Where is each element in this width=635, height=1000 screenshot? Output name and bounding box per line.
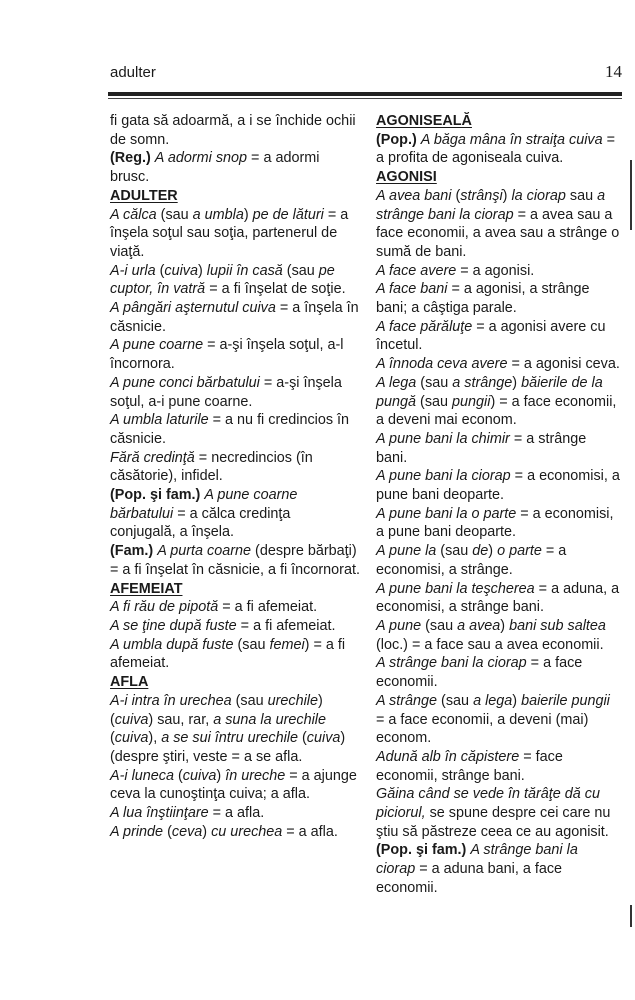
connector-text: (sau (436, 543, 473, 560)
connector-text: (sau (231, 692, 268, 709)
connector-text: ) (216, 767, 226, 784)
idiom-phrase: A adormi snop (154, 150, 248, 167)
idiom-phrase: a strânge (452, 374, 513, 391)
entry-paragraph (110, 617, 360, 636)
idiom-phrase: pe de lături (252, 206, 324, 223)
definition: = a face economii. (376, 655, 583, 691)
definition: ) = a fi afemeiat. (110, 636, 346, 672)
definition: ) (despre ştiri, veste = a se afla. (110, 730, 346, 765)
definition: = a-şi înşela soţul, a-i pune coarne. (110, 374, 342, 410)
connector-text: ( (174, 767, 183, 784)
idiom-phrase: A face bani (376, 281, 448, 298)
entry-paragraph (376, 692, 621, 748)
idiom-phrase: a lega (473, 692, 513, 709)
entry-paragraph (376, 748, 621, 785)
definition: = a-şi înşela soţul, a-l încornora. (110, 337, 344, 373)
connector-text: (sau (233, 636, 270, 653)
entry-paragraph (110, 804, 360, 823)
entry-paragraph (110, 149, 360, 186)
idiom-phrase: A purta coarne (157, 543, 252, 560)
idiom-phrase: Găina când se vede în tărâţe dă cu piciorul, (376, 786, 601, 822)
connector-text: ), (148, 730, 162, 747)
idiom-phrase: A pune la (376, 543, 437, 560)
connector-text: ( (155, 262, 165, 279)
definition: = a avea sau a face economii, a avea sau a strânge o sumă de bani. (376, 206, 620, 260)
idiom-phrase: A fi rău de pipotă (110, 599, 219, 616)
headword-agoniseala: AGONISEALĂ (376, 113, 472, 129)
definition: = a ajunge ceva la cunoştinţa cuiva; a afla. (110, 767, 357, 803)
definition: = a înşela soţul sau soţia, partenerul de viaţă. (110, 206, 349, 260)
definition: = a înşela în căsnicie. (110, 300, 359, 335)
idiom-phrase: a strânge bani la ciorap (376, 187, 606, 223)
idiom-phrase: A pune (376, 617, 422, 634)
idiom-phrase: A pune conci bărbatului (110, 374, 260, 391)
register-label: (Reg.) (110, 150, 151, 167)
idiom-phrase: A strânge bani la ciorap (376, 842, 578, 878)
idiom-phrase: Adună alb în căpistere (376, 748, 520, 765)
idiom-phrase: cu urechea (211, 823, 283, 840)
connector-text: ) ( (110, 692, 323, 728)
idiom-phrase: A strânge (376, 692, 438, 709)
idiom-phrase: a suna la urechile (213, 711, 326, 728)
connector-text: (sau (416, 393, 453, 410)
connector-text: ) sau, rar, (148, 711, 214, 728)
definition: = a agonisi, a strânge bani; a câştiga parale. (376, 281, 590, 317)
definition: = a afla. (208, 805, 265, 822)
definition: = a aduna bani, a face economii. (376, 861, 563, 896)
idiom-phrase: cuiva (114, 711, 149, 728)
connector-text: ) (512, 692, 522, 709)
definition: = a agonisi. (456, 262, 535, 279)
definition: = a nu fi credincios în căsnicie. (110, 412, 350, 447)
definition: ) = a face economii, a deveni mai econom. (376, 393, 617, 429)
entry-paragraph (376, 542, 621, 579)
connector-text: (sau (416, 374, 453, 391)
definition: = a aduna, a economisi, a strânge bani. (376, 580, 620, 616)
headword-agonisi: AGONISI (376, 169, 437, 186)
connector-text: ( (110, 730, 115, 747)
entry-paragraph (110, 262, 360, 299)
idiom-phrase: A pune coarne (110, 337, 204, 354)
register-label: (Fam.) (110, 543, 154, 560)
entry-paragraph (110, 598, 360, 617)
idiom-phrase: a avea (457, 617, 501, 634)
connector-text: ) (500, 617, 510, 634)
entry-paragraph (376, 262, 621, 281)
entry-paragraph (376, 785, 621, 841)
idiom-phrase: A face părăluţe (376, 318, 473, 335)
entry-paragraph (110, 823, 360, 842)
running-head (110, 62, 622, 86)
continuation-paragraph: fi gata să adoarmă, a i se închide ochii de somn. (110, 113, 356, 148)
idiom-phrase: a umbla (192, 206, 244, 223)
idiom-phrase: A pune bani la ciorap (376, 468, 511, 485)
connector-text: ( (163, 823, 172, 840)
definition: = face economii, strânge bani. (376, 748, 563, 784)
entry-paragraph (376, 654, 621, 691)
idiom-phrase: A pune coarne bărbatului (110, 487, 298, 522)
entry-paragraph (110, 486, 360, 542)
definition: = a afla. (282, 823, 338, 840)
idiom-phrase: bani sub saltea (509, 617, 606, 634)
register-label: (Pop. şi fam.) (376, 842, 467, 859)
entry-paragraph (110, 336, 360, 373)
definition: (despre bărbaţi) = a fi înşelat în căsnicie, a fi încornorat. (110, 543, 360, 578)
entry-paragraph (110, 206, 360, 262)
idiom-phrase: A umbla după fuste (110, 636, 234, 653)
idiom-phrase: cuiva (164, 262, 198, 279)
page-number: 14 (605, 62, 622, 81)
running-head-word: adulter (110, 64, 156, 81)
definition: = necredincios (în căsătorie), infidel. (110, 449, 313, 485)
idiom-phrase: cuiva (114, 730, 149, 747)
entry-paragraph (376, 131, 621, 168)
connector-text: ) (488, 543, 498, 560)
entry-paragraph (110, 767, 360, 804)
idiom-phrase: cuiva (182, 767, 217, 784)
idiom-phrase: de (472, 543, 489, 560)
definition: = a fi afemeiat. (218, 599, 318, 616)
entry-paragraph (376, 505, 621, 542)
connector-text: ( (451, 187, 461, 204)
idiom-phrase: A pune bani la chimir (376, 430, 510, 447)
right-column (376, 112, 621, 898)
connector-text: ) (198, 262, 207, 279)
entry-paragraph (376, 374, 621, 430)
definition: = a face economii, a deveni (mai) econom. (376, 711, 589, 747)
idiom-phrase: în ureche (225, 767, 286, 784)
entry-paragraph (376, 318, 621, 355)
connector-text: ) (202, 823, 212, 840)
entry-paragraph (110, 449, 360, 486)
entry-paragraph (110, 411, 360, 448)
definition: = a economisi, a pune bani deoparte. (376, 505, 614, 541)
left-column (110, 112, 360, 841)
entry-paragraph (110, 299, 360, 336)
headword-adulter: ADULTER (110, 187, 178, 204)
connector-text: ) (243, 206, 253, 223)
register-label: (Pop.) (376, 131, 417, 148)
idiom-phrase: baierile pungii (521, 692, 610, 709)
idiom-phrase: A face avere (376, 262, 457, 279)
idiom-phrase: pe cuptor, în vatră (110, 262, 335, 298)
idiom-phrase: A lega (376, 374, 417, 391)
idiom-phrase: A pune bani la o parte (376, 505, 517, 522)
idiom-phrase: a se sui întru urechile (161, 730, 298, 747)
entry-paragraph (376, 430, 621, 467)
definition: se spune despre cei care nu ştiu să păstreze ceea ce au agonisit. (376, 805, 611, 840)
idiom-phrase: A-i urla (110, 262, 156, 279)
idiom-phrase: ceva (171, 823, 203, 840)
definition: = a fi afemeiat. (236, 617, 336, 634)
entry-paragraph (376, 617, 621, 654)
definition: = a economisi, a pune bani deoparte. (376, 468, 620, 504)
entry-paragraph (376, 580, 621, 617)
idiom-phrase: A călca (110, 206, 157, 223)
scan-edge-mark (630, 905, 632, 927)
idiom-phrase: A lua înştiinţare (110, 805, 209, 822)
idiom-phrase: A înnoda ceva avere (376, 356, 508, 373)
definition: = a fi înşelat de soţie. (205, 281, 346, 298)
idiom-phrase: pungii (452, 393, 491, 410)
idiom-phrase: A umbla laturile (110, 412, 209, 429)
definition: = a agonisi ceva. (507, 356, 620, 373)
connector-text: ) (502, 187, 512, 204)
entry-paragraph (110, 692, 360, 767)
definition: = a agonisi avere cu încetul. (376, 318, 606, 354)
idiom-phrase: o parte (497, 543, 542, 560)
definition: = a călca credinţa conjugală, a înşela. (110, 505, 291, 541)
idiom-phrase: Fără credinţă (110, 449, 195, 466)
idiom-phrase: băierile de la pungă (376, 374, 603, 410)
definition: (loc.) = a face sau a avea economii. (376, 636, 604, 653)
definition: = a profita de agoniseala cuiva. (376, 131, 616, 167)
idiom-phrase: A strânge bani la ciorap (376, 655, 527, 672)
scan-edge-mark (630, 160, 632, 230)
idiom-phrase: femei (269, 636, 305, 653)
connector-text: (sau (437, 692, 474, 709)
header-rule-thick (108, 92, 622, 96)
connector-text: (sau (156, 206, 193, 223)
connector-text: (sau (421, 617, 458, 634)
entry-paragraph (110, 374, 360, 411)
definition: = a strânge bani. (376, 430, 587, 466)
headword-afemeiat: AFEMEIAT (110, 580, 183, 597)
entry-paragraph (376, 187, 621, 262)
entry-paragraph (110, 542, 360, 579)
definition: = a economisi, a strânge. (376, 543, 567, 578)
idiom-phrase: strânşi (460, 187, 503, 204)
connector-text: ( (298, 730, 307, 747)
idiom-phrase: A-i intra în urechea (110, 692, 232, 709)
idiom-phrase: A avea bani (376, 187, 452, 204)
idiom-phrase: A prinde (110, 823, 164, 840)
register-label: (Pop. şi fam.) (110, 487, 201, 504)
entry-paragraph (376, 467, 621, 504)
idiom-phrase: A se ţine după fuste (110, 617, 237, 634)
idiom-phrase: A-i luneca (110, 767, 174, 784)
headword-afla: AFLA (110, 674, 149, 691)
connector-text: (sau (282, 262, 319, 279)
idiom-phrase: A băga mâna în straiţa cuiva (420, 131, 603, 148)
idiom-phrase: cuiva (306, 730, 341, 747)
entry-paragraph (110, 636, 360, 673)
definition: = a adormi brusc. (110, 150, 320, 186)
entry-paragraph (376, 355, 621, 374)
header-rule-thin (108, 98, 622, 99)
idiom-phrase: lupii în casă (206, 262, 283, 279)
idiom-phrase: urechile (267, 692, 318, 709)
connector-text: ) (512, 374, 522, 391)
idiom-phrase: A pune bani la teşcherea (376, 580, 535, 597)
idiom-phrase: la ciorap (511, 187, 566, 204)
entry-paragraph (376, 280, 621, 317)
connector-text: sau (565, 187, 598, 204)
entry-paragraph (376, 841, 621, 897)
idiom-phrase: A pângări aşternutul cuiva (110, 300, 276, 317)
